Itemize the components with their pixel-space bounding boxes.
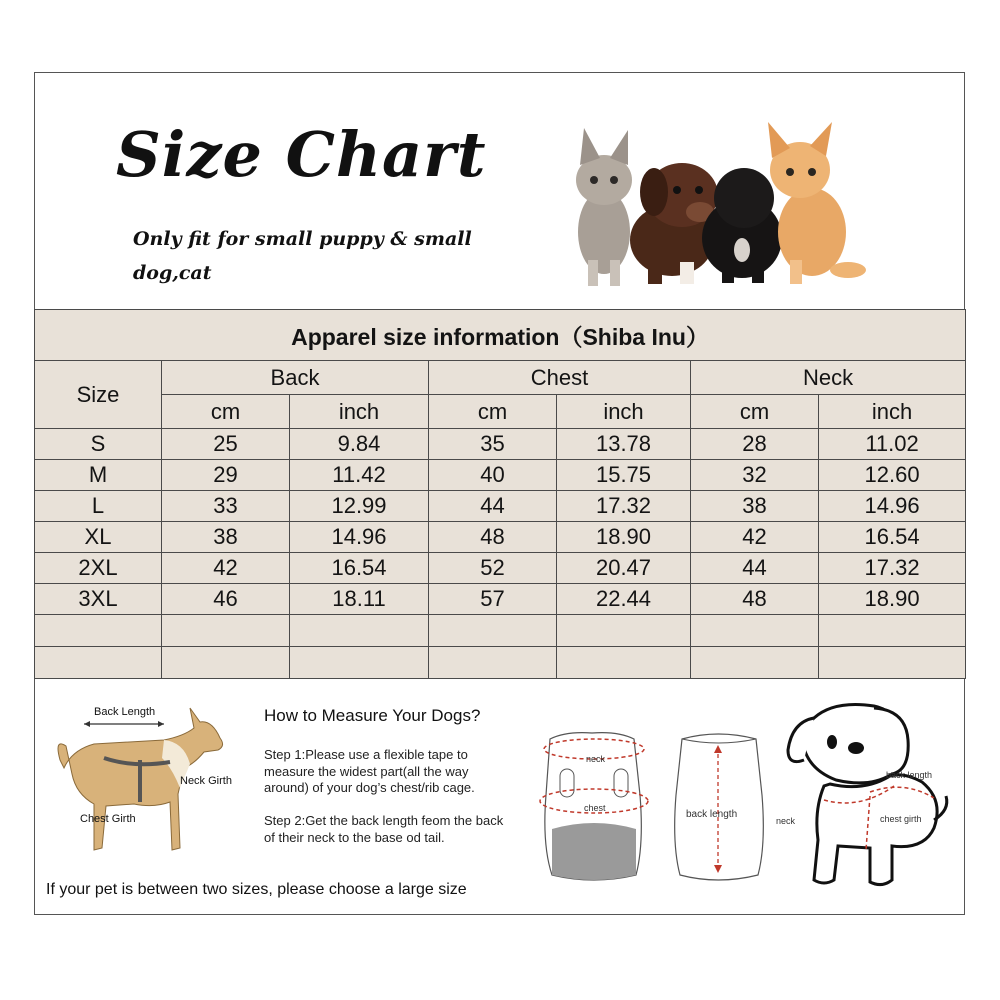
value-cell: 38: [162, 522, 290, 553]
unit-header: inch: [819, 395, 966, 429]
measure-step-2: Step 2:Get the back length feom the back of their neck to the base od tail.: [264, 813, 504, 845]
value-cell: 14.96: [819, 491, 966, 522]
unit-header: cm: [429, 395, 557, 429]
empty-row: [35, 615, 966, 647]
vest-back-diagram: [664, 725, 774, 885]
value-cell: 17.32: [557, 491, 691, 522]
value-cell: 12.60: [819, 460, 966, 491]
page-title: Size Chart: [116, 118, 487, 191]
value-cell: 20.47: [557, 553, 691, 584]
value-cell: 13.78: [557, 429, 691, 460]
measure-step-1: Step 1:Please use a flexible tape to measure the widest part(all the way around) of your dog’s chest/rib cage.: [264, 747, 475, 795]
value-cell: 25: [162, 429, 290, 460]
size-cell: 2XL: [35, 553, 162, 584]
value-cell: 42: [162, 553, 290, 584]
value-cell: 9.84: [290, 429, 429, 460]
value-cell: 29: [162, 460, 290, 491]
value-cell: 40: [429, 460, 557, 491]
value-cell: 33: [162, 491, 290, 522]
value-cell: 28: [691, 429, 819, 460]
value-cell: 18.90: [557, 522, 691, 553]
neck-girth-label: Neck Girth: [180, 775, 232, 787]
size-table: [34, 309, 966, 679]
table-row: [35, 491, 966, 522]
value-cell: 48: [691, 584, 819, 615]
dog-measurement-diagram: [44, 698, 254, 868]
value-cell: 14.96: [290, 522, 429, 553]
unit-header: cm: [162, 395, 290, 429]
value-cell: 16.54: [290, 553, 429, 584]
table-row: [35, 553, 966, 584]
cartoon-neck-label: neck: [776, 816, 796, 826]
size-advice-note: If your pet is between two sizes, please choose a large size: [46, 881, 467, 898]
value-cell: 17.32: [819, 553, 966, 584]
value-cell: 42: [691, 522, 819, 553]
value-cell: 15.75: [557, 460, 691, 491]
group-header-neck: Neck: [691, 361, 966, 395]
value-cell: 44: [691, 553, 819, 584]
value-cell: 48: [429, 522, 557, 553]
ginger-kitten-image: [768, 122, 866, 284]
grey-kitten-image: [576, 128, 632, 286]
value-cell: 11.42: [290, 460, 429, 491]
size-cell: 3XL: [35, 584, 162, 615]
vest-back-length-label: back length: [686, 809, 738, 820]
value-cell: 18.90: [819, 584, 966, 615]
value-cell: 12.99: [290, 491, 429, 522]
empty-row: [35, 647, 966, 679]
size-column-header: Size: [35, 361, 162, 429]
pets-photo: [562, 120, 872, 290]
size-cell: XL: [35, 522, 162, 553]
measure-title: How to Measure Your Dogs?: [264, 706, 481, 725]
cartoon-chest-girth-label: chest girth: [880, 814, 922, 824]
size-cell: L: [35, 491, 162, 522]
back-length-label: Back Length: [94, 706, 156, 718]
size-cell: S: [35, 429, 162, 460]
value-cell: 22.44: [557, 584, 691, 615]
table-row: [35, 584, 966, 615]
value-cell: 46: [162, 584, 290, 615]
vest-neck-label: neck: [586, 754, 606, 764]
value-cell: 16.54: [819, 522, 966, 553]
vest-chest-label: chest: [584, 803, 606, 813]
unit-header: inch: [557, 395, 691, 429]
value-cell: 35: [429, 429, 557, 460]
value-cell: 44: [429, 491, 557, 522]
chest-girth-label: Chest Girth: [80, 813, 136, 825]
table-row: [35, 522, 966, 553]
value-cell: 18.11: [290, 584, 429, 615]
vest-front-diagram: [536, 725, 651, 885]
value-cell: 52: [429, 553, 557, 584]
value-cell: 11.02: [819, 429, 966, 460]
table-row: [35, 460, 966, 491]
unit-header: cm: [691, 395, 819, 429]
table-heading: Apparel size information（Shiba Inu）: [35, 310, 966, 361]
group-header-chest: Chest: [429, 361, 691, 395]
size-cell: M: [35, 460, 162, 491]
cartoon-back-length-label: back length: [886, 770, 933, 780]
table-row: [35, 429, 966, 460]
page-subtitle: Only fit for small puppy & small dog,cat: [133, 228, 472, 284]
cartoon-dog-diagram: [774, 700, 954, 900]
value-cell: 38: [691, 491, 819, 522]
value-cell: 57: [429, 584, 557, 615]
value-cell: 32: [691, 460, 819, 491]
group-header-back: Back: [162, 361, 429, 395]
unit-header: inch: [290, 395, 429, 429]
